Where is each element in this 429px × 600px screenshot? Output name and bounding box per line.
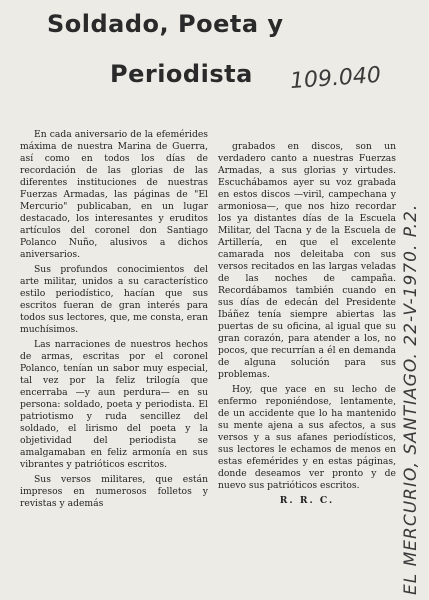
article-title-line-2: Periodista (110, 60, 253, 88)
article-title-line-1: Soldado, Poeta y (47, 10, 284, 38)
author-signature: R. R. C. (279, 495, 335, 506)
paragraph: Sus versos militares, que están impresos en numerosos folletos y revistas y además (20, 474, 208, 509)
paragraph: grabados en discos, son un verdadero canto a nuestras Fuerzas Armadas, a sus glorias y virtudes. Escuchábamos ayer su voz grabada en estos discos —viril, campechana y armoniosa—, que nos hizo recordar los ya distantes días de la Escuela Militar, del Tacna y de la Escuela de Artillería, en que el excelente camarada nos deleitaba con sus versos recitados en las largas veladas de las noches de campaña. Recordábamos también cuando en sus días de edecán del Presidente Ibáñez tenía siempre abiertas las puertas de su oficina, al igual que su gran corazón, para atender a los, no pocos, que recurrían a él en demanda de alguna solución para sus problemas. (218, 141, 396, 380)
paragraph: Las narraciones de nuestros hechos de armas, escritas por el coronel Polanco, tenían un sabor muy especial, tal vez por la feliz trilogía que encerraba —y aun perdura— en su persona: soldado, poeta y periodista. El patriotismo y ruda sencillez del soldado, el lirismo del poeta y la objetividad del periodista se amalgamaban en feliz armonía en sus vibrantes y patrióticos escritos. (20, 339, 208, 470)
paragraph: En cada aniversario de la efemérides máxima de nuestra Marina de Guerra, así como en todos los días de recordación de las glorias de las diferentes instituciones de nuestras Fuerzas Armadas, las páginas de "El Mercurio" publicaban, en un lugar destacado, los interesantes y eruditos artículos del coronel don Santiago Polanco Nuño, alusivos a dichos aniversarios. (20, 129, 208, 260)
handwritten-archive-number: 109.040 (289, 62, 382, 95)
paragraph: Sus profundos conocimientos del arte militar, unidos a su característico estilo periodístico, hacían que sus escritos fueran de gran interés para todos sus lectores, que, me consta, eran muchísimos. (20, 264, 208, 335)
article-column-right (218, 141, 396, 510)
paragraph: Hoy, que yace en su lecho de enfermo reponiéndose, lentamente, de un accidente que lo ha mantenido su mente ajena a sus afectos, a sus versos y a sus afanes periodísticos, sus lectores le echamos de menos en estas efemérides y en estas páginas, donde deseamos ver pronto y de nuevo sus patrióticos escritos. (218, 384, 396, 491)
article-column-left (20, 129, 208, 513)
handwritten-source-note: EL MERCURIO, SANTIAGO. 22-V-1970. P.2. (401, 203, 421, 595)
